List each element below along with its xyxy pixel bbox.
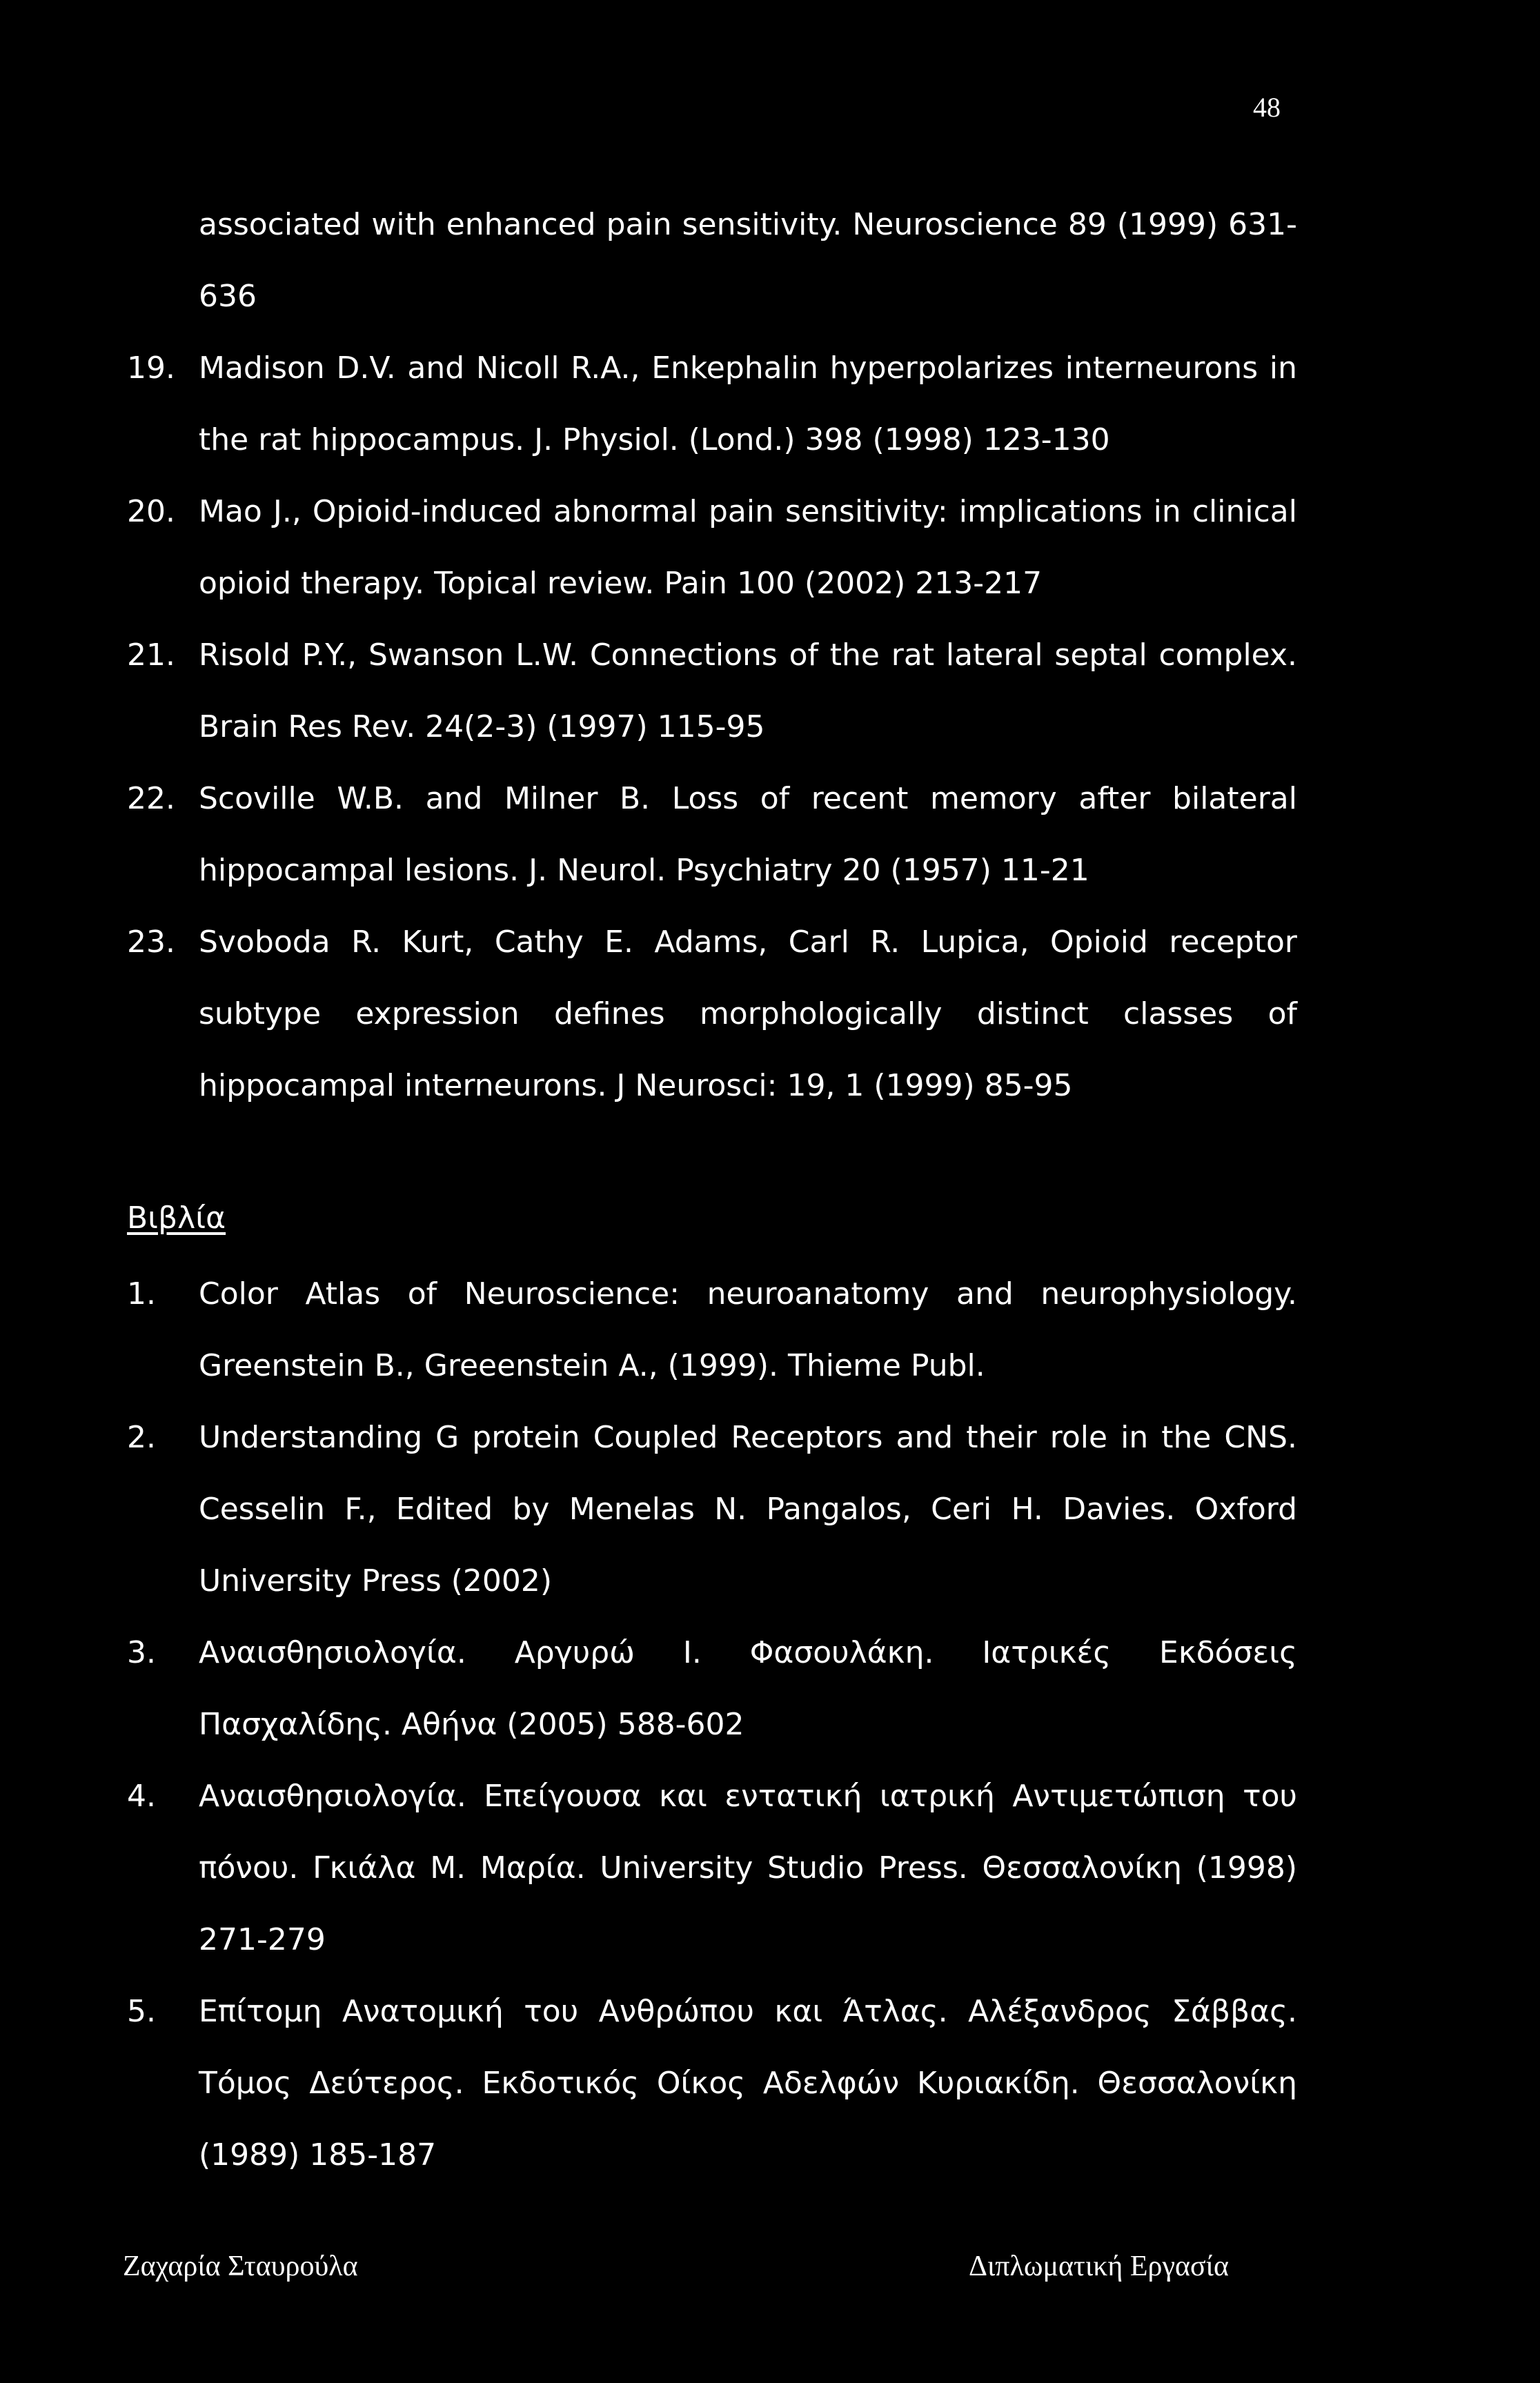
book-number: 4. <box>127 1779 156 1814</box>
reference-item <box>127 476 1297 620</box>
book-number: 2. <box>127 1420 156 1455</box>
reference-text: Mao J., Opioid-induced abnormal pain sensitivity: implications in clinical opioid therapy. Topical review. Pain 100 (2002) 213-217 <box>199 494 1297 601</box>
page-number: 48 <box>1253 92 1281 123</box>
reference-number: 22. <box>127 781 175 816</box>
book-text: Αναισθησιολογία. Αργυρώ Ι. Φασουλάκη. Ιατρικές Εκδόσεις Πασχαλίδης. Αθήνα (2005) 588-602 <box>199 1635 1297 1742</box>
references-list <box>127 189 1297 1122</box>
book-text: Επίτομη Ανατομική του Ανθρώπου και Άτλας. Αλέξανδρος Σάββας. Τόμος Δεύτερος. Εκδοτικός Οίκος Αδελφών Κυριακίδη. Θεσσαλονίκη (1989) 185-187 <box>199 1994 1297 2173</box>
reference-item <box>127 189 1297 333</box>
reference-number: 23. <box>127 924 175 960</box>
books-heading: Βιβλία <box>127 1200 226 1236</box>
book-item <box>127 1258 1297 1402</box>
reference-number: 19. <box>127 350 175 386</box>
book-item <box>127 1402 1297 1617</box>
footer-thesis-label: Διπλωματική Εργασία <box>969 2251 1229 2282</box>
reference-item <box>127 763 1297 907</box>
reference-item <box>127 620 1297 763</box>
reference-text: associated with enhanced pain sensitivity. Neuroscience 89 (1999) 631-636 <box>199 207 1297 314</box>
footer-author: Ζαχαρία Σταυρούλα <box>123 2251 358 2282</box>
book-text: Color Atlas of Neuroscience: neuroanatomy and neurophysiology. Greenstein B., Greeenstein A., (1999). Thieme Publ. <box>199 1276 1297 1383</box>
books-list <box>127 1258 1297 2191</box>
reference-text: Svoboda R. Kurt, Cathy E. Adams, Carl R. Lupica, Opioid receptor subtype expression defines morphologically distinct classes of hippocampal interneurons. J Neurosci: 19, 1 (1999) 85-95 <box>199 924 1297 1103</box>
reference-item <box>127 907 1297 1122</box>
reference-item <box>127 333 1297 476</box>
reference-text: Risold P.Y., Swanson L.W. Connections of the rat lateral septal complex. Brain Res Rev. 24(2-3) (1997) 115-95 <box>199 637 1297 744</box>
reference-number: 20. <box>127 494 175 529</box>
book-text: Understanding G protein Coupled Receptors and their role in the CNS. Cesselin F., Edited by Menelas N. Pangalos, Ceri H. Davies. Oxford University Press (2002) <box>199 1420 1297 1599</box>
reference-number: 21. <box>127 637 175 673</box>
book-number: 5. <box>127 1994 156 2029</box>
book-number: 1. <box>127 1276 156 1312</box>
book-item <box>127 1976 1297 2191</box>
book-number: 3. <box>127 1635 156 1670</box>
book-item <box>127 1617 1297 1761</box>
reference-text: Scoville W.B. and Milner B. Loss of recent memory after bilateral hippocampal lesions. J. Neurol. Psychiatry 20 (1957) 11-21 <box>199 781 1297 888</box>
reference-text: Madison D.V. and Nicoll R.A., Enkephalin hyperpolarizes interneurons in the rat hippocampus. J. Physiol. (Lond.) 398 (1998) 123-130 <box>199 350 1297 457</box>
book-text: Αναισθησιολογία. Επείγουσα και εντατική ιατρική Αντιμετώπιση του πόνου. Γκιάλα Μ. Μαρία. University Studio Press. Θεσσαλονίκη (1998) 271-279 <box>199 1779 1297 1957</box>
book-item <box>127 1761 1297 1976</box>
